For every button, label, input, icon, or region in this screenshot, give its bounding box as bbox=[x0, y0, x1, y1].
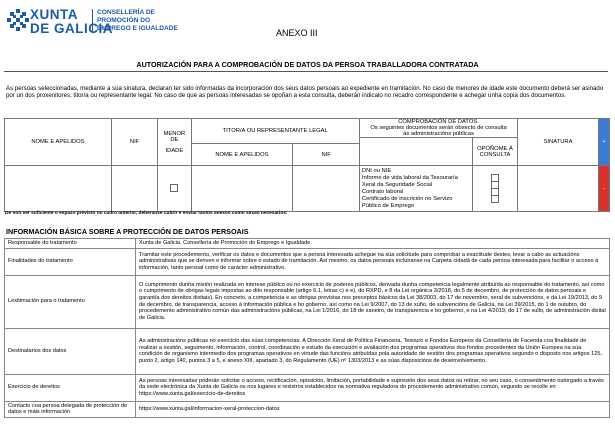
info-value: Xunta de Galicia. Consellería de Promoción do Emprego e Igualdade. bbox=[136, 239, 610, 249]
info-value: O cumprimento dunha misión realizada en interese público ou no exercicio de poderes públicos, derivada dunha competencia legalmente atribuída ao responsable do tratamento, así como o cumprimento de obrigas legais impostas ao dito responsable (artigo 6.1, letras c) e e), do RXPD, e 8 da Lei orgánica 3/2018, do 5 de decembro, de protección de datos persoais e garantía dos dereitos dixitais). En concreto, a competencia e as obrigas previstas nos preceptos básicos da Lei 38/2003, do 17 de novembro, xeral de subvencións, e da Lei 19/2013, do 9 de decembro, de transparencia, acceso á información pública e bo goberno, así como na Lei 9/2007, do 13 de xuño, de subvencións de Galicia, na Lei 39/2015, do 1 de outubro, do procedemento administrativo común das administracións públicas, na Lei 1/2016, do 18 de xaneiro, de transparencia e bo goberno, e na Lei 4/2019, do 17 de xullo, de administración dixital de Galicia. bbox=[136, 275, 610, 328]
cell-nif-input[interactable] bbox=[111, 166, 157, 212]
logo-department: CONSELLERÍA DE PROMOCIÓN DO EMPREGO E IGUALDADE bbox=[92, 9, 178, 33]
menor-idade-checkbox[interactable] bbox=[170, 184, 178, 192]
col-comprobacion: COMPROBACIÓN DE DATOS. Os seguintes documentos serán obxecto de consulta ás administracións públicas bbox=[359, 119, 517, 138]
workers-table bbox=[4, 118, 610, 212]
col-sinatura: SINATURA bbox=[518, 119, 599, 166]
cell-menor-idade bbox=[158, 166, 191, 212]
info-key: Lexitimación para o tratamento bbox=[5, 275, 136, 328]
document-item: Informe de vida laboral da Tesouraría Xeral da Seguridade Social bbox=[361, 174, 458, 188]
intro-text: As persoas seleccionadas, mediante a súa sinatura, declaran ter sido informadas da incorporación dos seus datos persoais ao expediente en tramitación. No caso de menores de idade este documento deberá ser asinado por un dos proxenitores, titor/a ou representante legal. No caso de que as persoas interesadas se opoñan a esta consulta, deberán indicalo no recadro correspondente e achegar unha copia dos documentos. bbox=[6, 85, 604, 100]
col-nif: NIF bbox=[111, 119, 157, 166]
info-value: As persoas interesadas poderán solicitar o acceso, rectificación, oposición, limitación, portabilidade e supresión dos seus datos ou retirar, no seu caso, o consentimento outorgado a través da sede electrónica da Xunta de Galicia ou nos lugares e rexistros establecidos na normativa reguladora do procedemento administrativo común, segundo se recolle en https://www.xunta.gal/exercicio-de-dereitos bbox=[136, 374, 610, 401]
info-key: Contacto coa persoa delegada de protección de datos e máis información bbox=[5, 401, 136, 417]
footnote: De non ser suficiente o espazo previsto no cadro anterior, deberanse cubrir e enviar tantos anexos como sexan necesarios. bbox=[5, 211, 288, 216]
col-titor-nome: NOME E APELIDOS bbox=[191, 144, 293, 166]
col-titor-nif: NIF bbox=[293, 144, 360, 166]
info-key: Destinatarios dos datos bbox=[5, 328, 136, 374]
documents-list bbox=[359, 166, 472, 212]
cell-titor-nome-input[interactable] bbox=[191, 166, 293, 212]
logo-name: XUNTA DE GALICIA bbox=[30, 7, 114, 36]
info-value: As administracións públicas no exercicio das súas competencias. A Dirección Xeral de Política Financeira, Tesouro e Fondos Europeos da Consellería de Facenda coa finalidade de realizar a xestión, seguimento, información, control, coordinación e estudo da execución e avaliación dos programas operativos dos fondos procedentes da Unión Europea na súa condición de organismo intermedio dos programas operativos en virtude das funcións atribuídas pola autoridade de xestión dos programas operativos segundo o disposto nos artigos 125, punto 2, artigo 140, puntos 3 a 5, e anexo XIII, apartado 3, do Regulamento (UE) nº 1303/2013 e as súas disposicións de desenvolvemento. bbox=[136, 328, 610, 374]
remove-row-button[interactable]: - bbox=[598, 166, 609, 212]
cell-sinatura[interactable] bbox=[518, 166, 599, 212]
opono-certificado-checkbox[interactable] bbox=[491, 195, 499, 203]
document-title: AUTORIZACIÓN PARA A COMPROBACIÓN DE DATOS DA PERSOA TRABALLADORA CONTRATADA bbox=[136, 60, 479, 69]
cell-nome-input[interactable] bbox=[5, 166, 112, 212]
data-protection-title: INFORMACIÓN BÁSICA SOBRE A PROTECCIÓN DE DATOS PERSOAIS bbox=[6, 227, 249, 236]
opono-checkboxes bbox=[472, 166, 517, 212]
document-item: Certificado de inscrición no Servizo Público de Emprego bbox=[361, 195, 453, 209]
add-row-button[interactable]: + bbox=[598, 119, 609, 166]
info-link[interactable]: https://www.xunta.gal/informacion-xeral-proteccion-datos bbox=[136, 401, 610, 417]
col-opono: OPOÑOME Á CONSULTA bbox=[472, 138, 517, 166]
annex-label: ANEXO III bbox=[276, 28, 318, 38]
info-key: Finalidades do tratamento bbox=[5, 248, 136, 275]
col-menor-idade: MENOR DE IDADE bbox=[158, 119, 191, 166]
col-titor: TITOR/A OU REPRESENTANTE LEGAL bbox=[191, 119, 359, 144]
data-protection-table bbox=[4, 238, 610, 418]
info-value: Tramitar este procedemento, verificar os datos e documentos que a persoa interesada achegue na súa solicitude para comprobar a exactitude destes, levar a cabo as actuacións administrativas que se deriven e informar sobre o estado de tramitación. Así mesmo, os datos persoais incluiranse na Carpeta cidadá de cada persoa interesada para facilitar o acceso á información, tanto persoal como de carácter administrativo. bbox=[136, 248, 610, 275]
document-item: DNI ou NIE bbox=[361, 167, 392, 174]
xunta-cross-icon bbox=[6, 8, 30, 32]
cell-titor-nif-input[interactable] bbox=[293, 166, 360, 212]
info-key: Exercicio de dereitos bbox=[5, 374, 136, 401]
col-nome-apelidos: NOME E APELIDOS bbox=[5, 119, 112, 166]
info-key: Responsable do tratamento bbox=[5, 239, 136, 249]
divider bbox=[4, 71, 608, 72]
document-item: Contrato laboral bbox=[361, 188, 404, 195]
col-documents-header bbox=[359, 138, 472, 166]
